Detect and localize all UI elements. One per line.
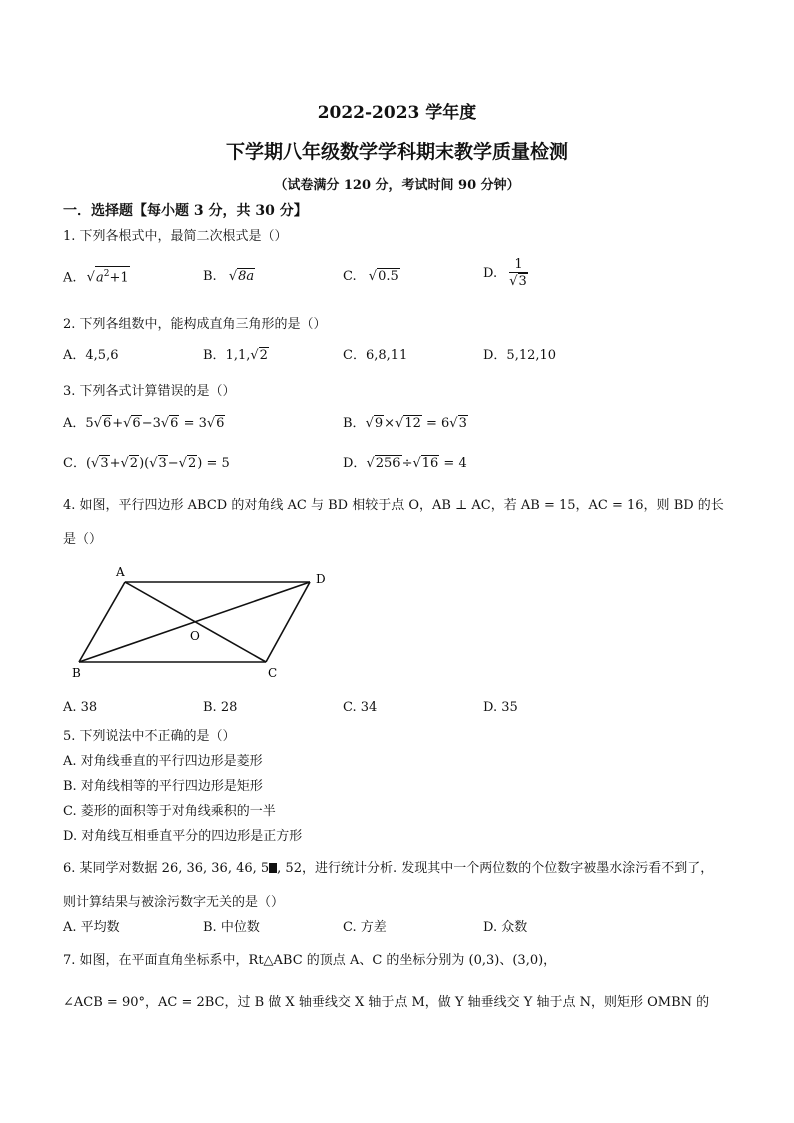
q3-option-a[interactable]: A．5√6+√6−3√6 = 3√6 bbox=[63, 416, 225, 431]
q1-b-radicand: 8a bbox=[238, 269, 255, 284]
q2-option-c[interactable]: C．6,8,11 bbox=[343, 348, 408, 363]
q1-stem: 1. 下列各根式中，最简二次根式是（） bbox=[63, 229, 288, 244]
exam-title: 下学期八年级数学学科期末教学质量检测 bbox=[225, 141, 568, 163]
q3-option-d[interactable]: D．√256÷√16 = 4 bbox=[343, 456, 467, 471]
q3-b-label: B． bbox=[343, 416, 366, 431]
q3-a-label: A． bbox=[63, 416, 86, 431]
q4-parallelogram-figure bbox=[60, 558, 340, 686]
q4-stem-line2: 是（） bbox=[63, 532, 103, 547]
q6-option-a[interactable]: A. 平均数 bbox=[63, 920, 120, 935]
q2-option-a[interactable]: A．4,5,6 bbox=[63, 348, 119, 363]
q6-stem-post: , 52，进行统计分析. 发现其中一个两位数的个位数字被墨水涂污看不到了， bbox=[277, 861, 714, 876]
q1-d-denominator: 3 bbox=[518, 274, 527, 289]
q1-option-a[interactable]: A. $√a^2+1$ bbox=[63, 266, 130, 285]
diagonal-bd bbox=[79, 582, 310, 662]
q5-option-c[interactable]: C. 菱形的面积等于对角线乘积的一半 bbox=[63, 804, 276, 819]
q1-option-c[interactable]: C. √0.5 bbox=[343, 269, 399, 284]
q5-option-d[interactable]: D. 对角线互相垂直平分的四边形是正方形 bbox=[63, 829, 303, 844]
q3-option-b[interactable]: B．√9×√12 = 6√3 bbox=[343, 416, 467, 431]
q1-option-b[interactable]: B. √8a bbox=[203, 269, 255, 284]
q1-a-label: A. bbox=[63, 270, 77, 286]
q6-stem-line2: 则计算结果与被涂污数字无关的是（） bbox=[63, 895, 285, 910]
q6-option-b[interactable]: B. 中位数 bbox=[203, 920, 260, 935]
q6-stem-line1 bbox=[63, 857, 713, 876]
q1-option-d[interactable]: D. $\frac{1}{√3}$ bbox=[483, 257, 527, 289]
q5-option-a[interactable]: A. 对角线垂直的平行四边形是菱形 bbox=[63, 754, 263, 769]
q3-option-c[interactable]: C．(√3+√2)(√3−√2) = 5 bbox=[63, 456, 230, 471]
q2-b-radicand: 2 bbox=[259, 348, 268, 363]
label-d: D bbox=[316, 572, 326, 586]
label-b: B bbox=[72, 666, 81, 680]
q4-option-d[interactable]: D. 35 bbox=[483, 700, 518, 715]
edge-cd bbox=[266, 582, 310, 662]
q2-option-b[interactable]: B．1,1,√2 bbox=[203, 348, 268, 363]
q3-c-label: C． bbox=[63, 456, 86, 471]
label-c: C bbox=[268, 666, 278, 680]
q2-option-d[interactable]: D．5,12,10 bbox=[483, 348, 557, 363]
q3-d-label: D． bbox=[343, 456, 367, 471]
edge-ab bbox=[79, 582, 125, 662]
section-title: 一．选择题【每小题 3 分，共 30 分】 bbox=[63, 203, 308, 219]
q2-stem: 2. 下列各组数中，能构成直角三角形的是（） bbox=[63, 317, 327, 332]
q6-stem-pre: 6. 某同学对数据 26, 36, 36, 46, 5 bbox=[63, 861, 270, 876]
label-o: O bbox=[190, 629, 200, 643]
q3-stem: 3. 下列各式计算错误的是（） bbox=[63, 384, 236, 399]
q4-stem-line1: 4. 如图，平行四边形 ABCD 的对角线 AC 与 BD 相较于点 O，AB ⊥ AC，若 AB = 15，AC = 16，则 BD 的长 bbox=[63, 498, 724, 513]
q1-c-label: C. bbox=[343, 269, 357, 284]
exam-note: （试卷满分 120 分，考试时间 90 分钟） bbox=[274, 178, 520, 193]
q4-option-a[interactable]: A. 38 bbox=[63, 700, 98, 715]
exam-year: 2022-2023 学年度 bbox=[317, 103, 477, 123]
ink-blot bbox=[269, 863, 277, 873]
q4-option-c[interactable]: C. 34 bbox=[343, 700, 378, 715]
q2-b-label: B．1,1, bbox=[203, 348, 251, 363]
q1-d-numerator: 1 bbox=[509, 258, 528, 273]
q6-option-c[interactable]: C. 方差 bbox=[343, 920, 387, 935]
label-a: A bbox=[116, 565, 125, 579]
q7-stem-line1: 7. 如图，在平面直角坐标系中，Rt△ABC 的顶点 A、C 的坐标分别为 (0,3)、(3,0)， bbox=[63, 953, 557, 968]
q7-stem-line2: ∠ACB = 90°，AC = 2BC，过 B 做 X 轴垂线交 X 轴于点 M，做 Y 轴垂线交 Y 轴于点 N，则矩形 OMBN 的 bbox=[63, 995, 710, 1010]
q1-d-label: D. bbox=[483, 266, 498, 281]
q5-option-b[interactable]: B. 对角线相等的平行四边形是矩形 bbox=[63, 779, 263, 794]
q1-c-radicand: 0.5 bbox=[378, 269, 399, 284]
q5-stem: 5. 下列说法中不正确的是（） bbox=[63, 729, 236, 744]
q1-b-label: B. bbox=[203, 269, 217, 284]
q4-option-b[interactable]: B. 28 bbox=[203, 700, 238, 715]
q6-option-d[interactable]: D. 众数 bbox=[483, 920, 528, 935]
